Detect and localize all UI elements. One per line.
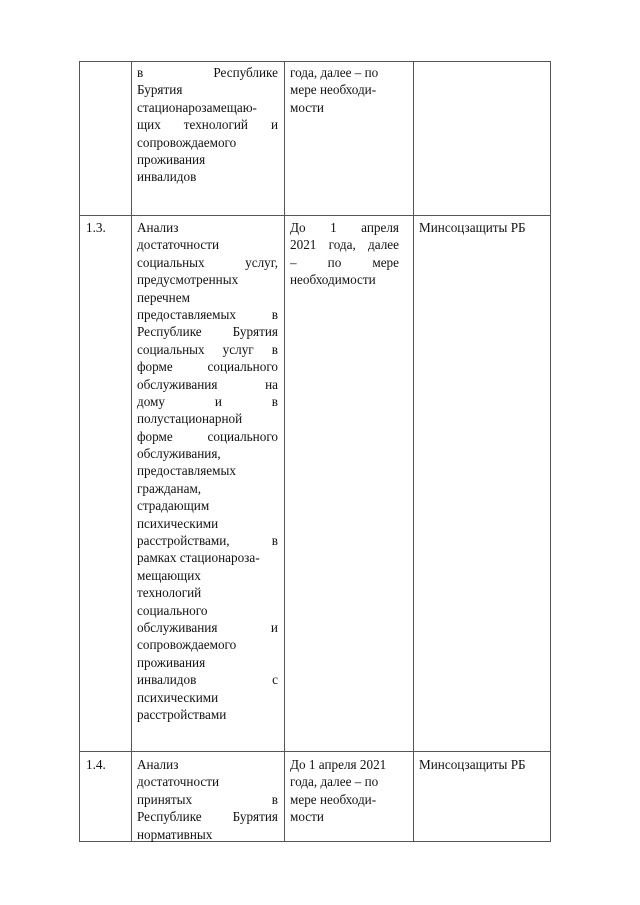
responsible-cell: Минсоцзащиты РБ <box>419 757 526 772</box>
cell-text-line: предусмотренных <box>137 272 239 288</box>
measure-cell <box>137 219 278 723</box>
cell-text-line: До 1 апреля <box>290 220 399 235</box>
cell-text-line: сопровождаемого <box>137 637 237 653</box>
cell-text-line: социального <box>137 602 208 618</box>
cell-text-line: рамках стационароза- <box>137 550 260 566</box>
column-divider <box>284 61 285 842</box>
cell-text-line: социальных услуг в <box>137 341 278 357</box>
cell-text-line: обслуживания на <box>137 376 278 392</box>
cell-text-line: мости <box>290 809 324 825</box>
cell-text-line: щих технологий и <box>137 117 278 133</box>
row-number: 1.3. <box>86 220 106 235</box>
deadline-cell <box>290 219 399 289</box>
cell-text-line: стационарозамещаю- <box>137 99 257 115</box>
cell-text-line: инвалидов с <box>137 672 278 688</box>
cell-text-line: страдающим <box>137 498 210 514</box>
cell-text-line: расстройствами <box>137 706 227 722</box>
cell-text-line: предоставляемых в <box>137 306 278 322</box>
cell-text-line: Республике Бурятия <box>137 324 278 340</box>
cell-text-line: проживания <box>137 151 206 167</box>
cell-text-line: перечнем <box>137 289 190 305</box>
cell-text-line: необходимости <box>290 272 376 288</box>
cell-text-line: сопровождаемого <box>137 134 237 150</box>
cell-text-line: психическими <box>137 515 219 531</box>
cell-text-line: Анализ <box>137 220 179 235</box>
cell-text-line: Республике Бурятия <box>137 809 278 825</box>
cell-text-line: обслуживания, <box>137 446 221 462</box>
cell-text-line: Бурятия <box>137 82 183 98</box>
cell-text-line: Анализ <box>137 757 179 772</box>
cell-text-line: расстройствами, в <box>137 533 278 549</box>
cell-text-line: проживания <box>137 654 206 670</box>
column-divider <box>79 61 80 842</box>
cell-text-line: полустационарной <box>137 411 243 427</box>
cell-text-line: мере необходи- <box>290 82 377 98</box>
cell-text-line: мости <box>290 99 324 115</box>
cell-text-line: достаточности <box>137 237 220 253</box>
cell-text-line: в Республике <box>137 65 278 80</box>
row-number: 1.4. <box>86 757 106 772</box>
deadline-cell <box>290 756 399 826</box>
cell-text-line: До 1 апреля 2021 <box>290 757 387 772</box>
cell-text-line: достаточности <box>137 774 220 790</box>
deadline-cell <box>290 64 399 116</box>
column-divider <box>550 61 551 842</box>
row-divider <box>79 751 551 752</box>
cell-text-line: мещающих <box>137 567 201 583</box>
table-border-top <box>79 61 551 62</box>
cell-text-line: социальных услуг, <box>137 254 278 270</box>
responsible-cell: Минсоцзащиты РБ <box>419 220 526 235</box>
column-divider <box>413 61 414 842</box>
cell-text-line: психическими <box>137 689 219 705</box>
cell-text-line: технологий <box>137 585 202 601</box>
measure-cell <box>137 756 278 843</box>
cell-text-line: 2021 года, далее <box>290 237 399 253</box>
cell-text-line: года, далее – по <box>290 65 379 80</box>
cell-text-line: предоставляемых <box>137 463 236 479</box>
cell-text-line: форме социального <box>137 428 278 444</box>
cell-text-line: – по мере <box>290 254 399 270</box>
cell-text-line: дому и в <box>137 393 278 409</box>
cell-text-line: инвалидов <box>137 169 197 185</box>
cell-text-line: мере необходи- <box>290 791 377 807</box>
cell-text-line: форме социального <box>137 359 278 375</box>
cell-text-line: нормативных <box>137 826 213 842</box>
column-divider <box>131 61 132 842</box>
row-divider <box>79 215 551 216</box>
cell-text-line: принятых в <box>137 791 278 807</box>
cell-text-line: обслуживания и <box>137 619 278 635</box>
measure-cell <box>137 64 278 186</box>
cell-text-line: года, далее – по <box>290 774 379 790</box>
cell-text-line: гражданам, <box>137 480 202 496</box>
